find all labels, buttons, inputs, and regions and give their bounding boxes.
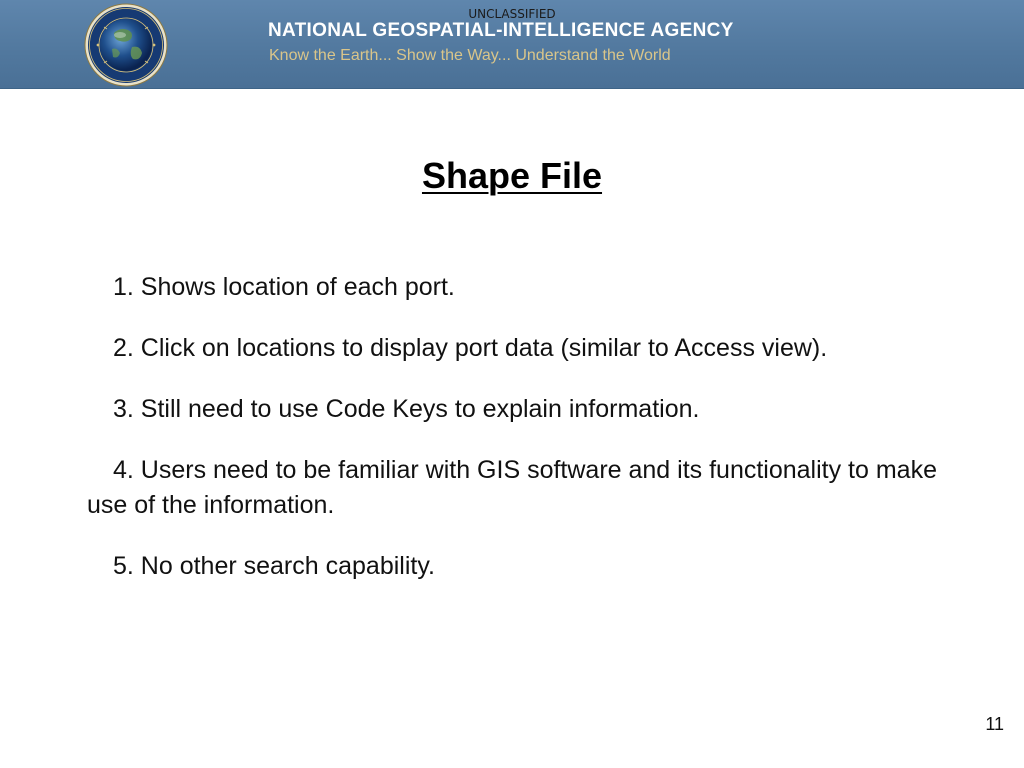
slide-title: Shape File: [421, 155, 603, 196]
list-item: 5. No other search capability.: [113, 552, 435, 580]
agency-banner: [0, 0, 1024, 89]
agency-name: NATIONAL GEOSPATIAL-INTELLIGENCE AGENCY: [268, 20, 734, 41]
bullet-list: [87, 270, 967, 610]
agency-motto: Know the Earth... Show the Way... Understand the World: [269, 47, 671, 64]
classification-marking: UNCLASSIFIED: [468, 7, 556, 21]
list-item: 1. Shows location of each port.: [113, 273, 455, 301]
page-number: 11: [985, 714, 1004, 734]
list-item: 4. Users need to be familiar with GIS software and its functionality to make use of the information.: [87, 456, 937, 519]
list-item: 3. Still need to use Code Keys to explain information.: [113, 395, 700, 423]
list-item: 2. Click on locations to display port data (similar to Access view).: [113, 334, 828, 362]
